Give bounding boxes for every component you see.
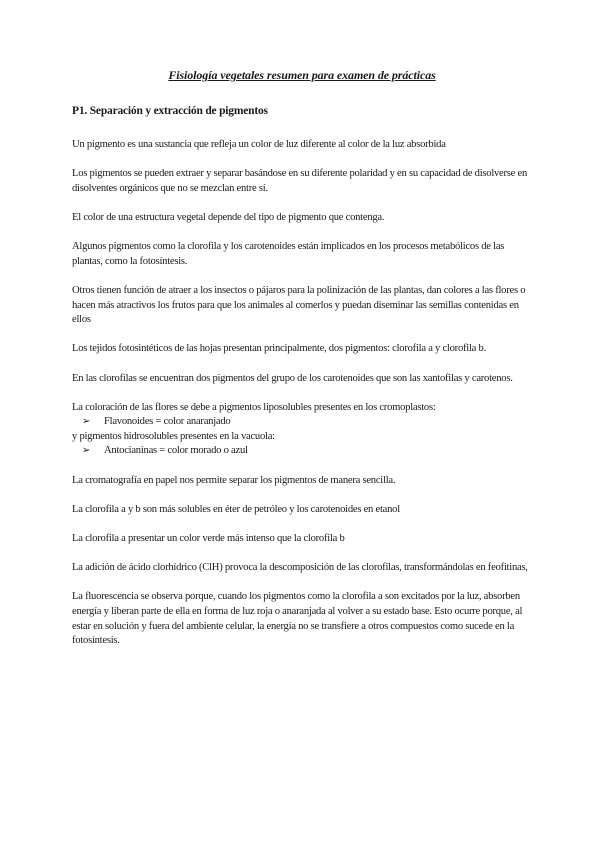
paragraph-photosynthetic-tissues: Los tejidos fotosintéticos de las hojas presentan principalmente, dos pigmentos: clorofila a y clorofila b. [72, 343, 486, 355]
paragraph-fluorescence: La fluorescencia se observa porque, cuando los pigmentos como la clorofila a son excitados por la luz, absorben energía y liberan parte de ella en forma de luz roja o anaranjada al volver a su estado base. Esto ocurre porque, al estar en solución y fuera del ambiente celular, la energía no se transfiere a otros compuestos como sucede en la fotosíntesis. [72, 591, 523, 647]
paragraph-flower-coloration: La coloración de las flores se debe a pigmentos liposolubles presentes en los cromoplastos: [72, 401, 436, 413]
paragraph-solubility: La clorofila a y b son más solubles en éter de petróleo y los carotenoides en etanol [72, 503, 400, 515]
section-heading: P1. Separación y extracción de pigmentos [72, 105, 268, 117]
paragraph-extraction: Los pigmentos se pueden extraer y separar basándose en su diferente polaridad y en su capacidad de disolverse en disolventes orgánicos que no se mezclan entre sí. [72, 168, 528, 194]
paragraph-chromatography: La cromatografía en papel nos permite separar los pigmentos de manera sencilla. [72, 474, 396, 486]
list-item [72, 444, 532, 459]
paragraph-hydrosoluble: y pigmentos hidrosolubles presentes en la vacuola: [72, 430, 275, 442]
document-page [72, 68, 532, 663]
list-item-text: Flavonoides = color anaranjado [104, 416, 231, 428]
list-item-text: Antocianinas = color morado o azul [104, 445, 248, 457]
paragraph-carotenoids: En las clorofilas se encuentran dos pigmentos del grupo de los carotenoides que son las xantofilas y carotenos. [72, 372, 513, 384]
paragraph-pollination: Otros tienen función de atraer a los insectos o pájaros para la polinización de las plantas, dan colores a las flores o hacen más atractivos los frutos para que los animales al comerlos y puedan diseminar las semillas contenidas en ellos [72, 284, 526, 326]
paragraph-chlorophyll-color: La clorofila a presentar un color verde más intenso que la clorofila b [72, 533, 345, 545]
paragraph-color-structure: El color de una estructura vegetal depende del tipo de pigmento que contenga. [72, 211, 385, 223]
document-title: Fisiología vegetales resumen para examen de prácticas [168, 68, 436, 82]
paragraph-pigment-definition: Un pigmento es una sustancia que refleja un color de luz diferente al color de la luz absorbida [72, 139, 446, 150]
arrow-bullet-icon: ➢ [82, 416, 91, 428]
arrow-bullet-icon: ➢ [82, 445, 91, 457]
paragraph-hydrochloric-acid: La adición de ácido clorhídrico (ClH) provoca la descomposición de las clorofilas, transformándolas en feofitinas, [72, 562, 528, 574]
paragraph-metabolic-pigments: Algunos pigmentos como la clorofila y los carotenoides están implicados en los procesos metabólicos de las plantas, como la fotosíntesis. [72, 241, 505, 267]
list-item [72, 415, 532, 430]
